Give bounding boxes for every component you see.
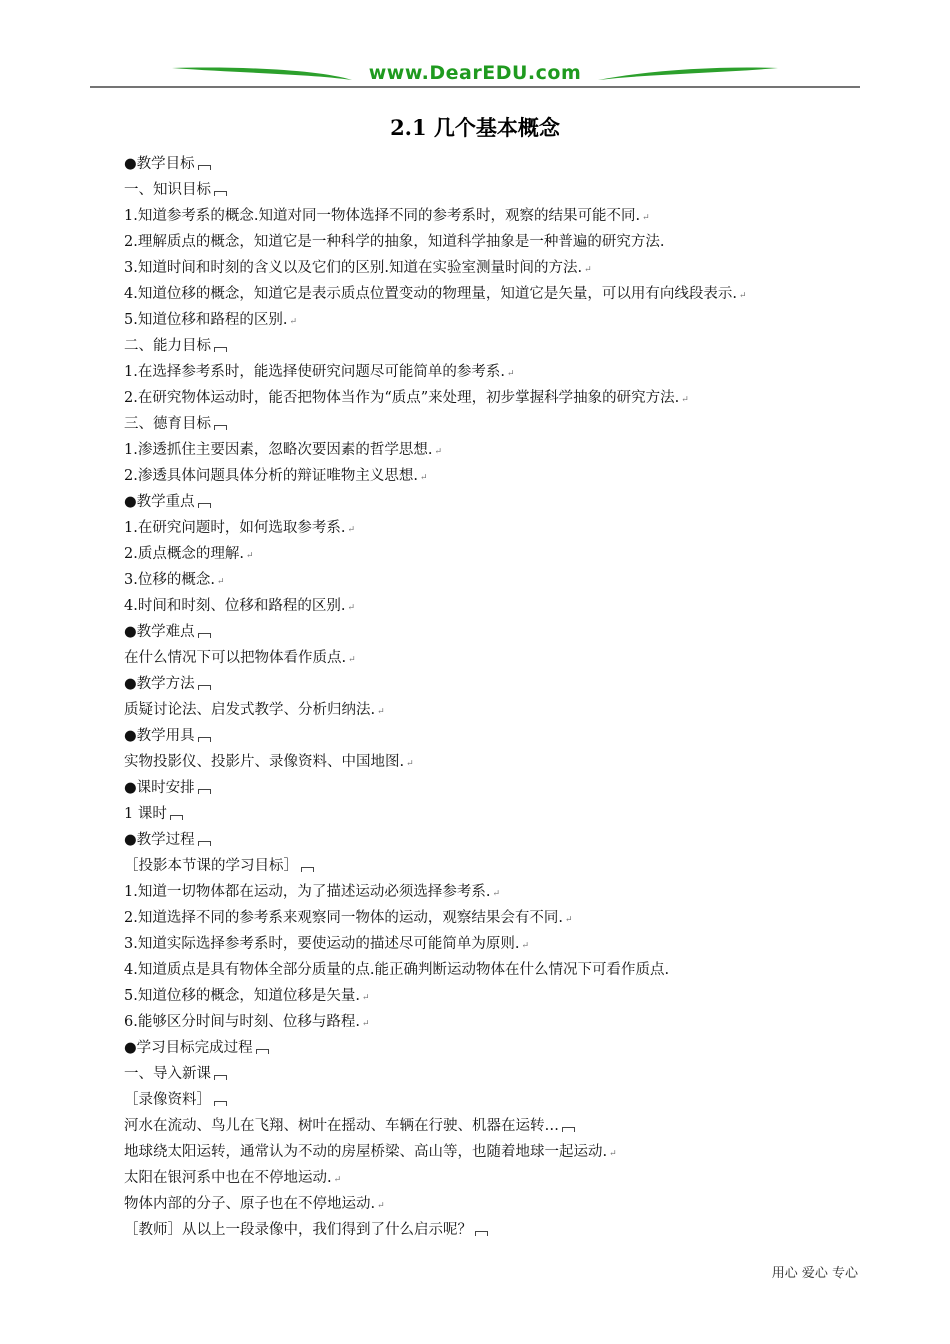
- line-break-mark-icon: ↵: [347, 525, 355, 535]
- line-text: 2.渗透具体问题具体分析的辩证唯物主义思想.: [124, 468, 418, 484]
- line-break-mark-icon: ↵: [347, 603, 355, 613]
- text-line: [124, 1191, 864, 1217]
- line-break-mark-icon: ↵: [434, 447, 442, 457]
- paragraph-mark-icon: [255, 1044, 269, 1054]
- line-break-mark-icon: ↵: [609, 1149, 617, 1159]
- paragraph-mark-icon: [197, 732, 211, 742]
- text-line: [124, 957, 864, 983]
- site-logo-text[interactable]: www.DearEDU.com: [368, 62, 582, 84]
- text-line: [124, 255, 864, 281]
- line-break-mark-icon: ↵: [506, 369, 515, 379]
- line-text: 一、导入新课: [124, 1066, 211, 1082]
- line-text: ［教师］从以上一段录像中，我们得到了什么启示呢？: [124, 1222, 472, 1238]
- text-line: [124, 463, 864, 489]
- text-line: [124, 359, 864, 385]
- line-text: ●教学目标: [124, 156, 195, 172]
- line-text: 质疑讨论法、启发式教学、分析归纳法.: [124, 702, 376, 718]
- line-text: 2.在研究物体运动时，能否把物体当作为“质点”来处理，初步掌握科学抽象的研究方法.: [124, 390, 680, 406]
- line-break-mark-icon: ↵: [564, 915, 573, 925]
- line-break-mark-icon: ↵: [584, 265, 592, 275]
- paragraph-mark-icon: [197, 680, 211, 690]
- paragraph-mark-icon: [197, 160, 211, 170]
- text-line: [124, 489, 864, 515]
- text-line: [124, 307, 864, 333]
- line-text: 5.知道位移的概念，知道位移是矢量.: [124, 988, 360, 1004]
- paragraph-mark-icon: [197, 836, 211, 846]
- line-text: 1.在研究问题时，如何选取参考系.: [124, 520, 346, 536]
- line-text: 4.时间和时刻、位移和路程的区别.: [124, 598, 346, 614]
- line-text: ［录像资料］: [124, 1092, 211, 1108]
- paragraph-mark-icon: [169, 810, 183, 820]
- text-line: [124, 515, 864, 541]
- line-text: 一、知识目标: [124, 182, 211, 198]
- line-text: 2.理解质点的概念，知道它是一种科学的抽象，知道科学抽象是一种普遍的研究方法.: [124, 234, 665, 250]
- line-break-mark-icon: ↵: [738, 291, 747, 301]
- paragraph-mark-icon: [197, 628, 211, 638]
- text-line: [124, 333, 864, 359]
- line-text: 在什么情况下可以把物体看作质点.: [124, 650, 347, 666]
- line-text: 物体内部的分子、原子也在不停地运动.: [124, 1196, 376, 1212]
- text-line: [124, 853, 864, 879]
- text-line: [124, 1165, 864, 1191]
- text-line: [124, 1035, 864, 1061]
- text-line: [124, 229, 864, 255]
- line-break-mark-icon: ↵: [348, 655, 356, 665]
- text-line: [124, 905, 864, 931]
- text-line: [124, 801, 864, 827]
- text-line: [124, 723, 864, 749]
- paragraph-mark-icon: [213, 186, 227, 196]
- line-text: 4.知道位移的概念，知道它是表示质点位置变动的物理量，知道它是矢量，可以用有向线段表示.: [124, 286, 737, 302]
- line-text: 2.质点概念的理解.: [124, 546, 244, 562]
- paragraph-mark-icon: [197, 498, 211, 508]
- line-text: ●学习目标完成过程: [124, 1040, 253, 1056]
- line-text: 1.渗透抓住主要因素，忽略次要因素的哲学思想.: [124, 442, 433, 458]
- text-line: [124, 749, 864, 775]
- text-line: [124, 1139, 864, 1165]
- text-line: [124, 697, 864, 723]
- line-break-mark-icon: ↵: [419, 473, 428, 483]
- line-break-mark-icon: ↵: [289, 317, 297, 327]
- line-text: ●教学重点: [124, 494, 195, 510]
- text-line: [124, 567, 864, 593]
- line-break-mark-icon: ↵: [642, 213, 650, 223]
- line-text: 实物投影仪、投影片、录像资料、中国地图.: [124, 754, 405, 770]
- site-header: [90, 60, 860, 94]
- paragraph-mark-icon: [561, 1122, 575, 1132]
- line-text: 三、德育目标: [124, 416, 211, 432]
- paragraph-mark-icon: [474, 1226, 488, 1236]
- text-line: [124, 177, 864, 203]
- line-text: 太阳在银河系中也在不停地运动.: [124, 1170, 332, 1186]
- text-line: [124, 1009, 864, 1035]
- paragraph-mark-icon: [213, 1096, 227, 1106]
- line-text: 河水在流动、鸟儿在飞翔、树叶在摇动、车辆在行驶、机器在运转…: [124, 1118, 559, 1134]
- text-line: [124, 593, 864, 619]
- line-break-mark-icon: ↵: [216, 577, 225, 587]
- line-break-mark-icon: ↵: [492, 889, 500, 899]
- text-line: [124, 385, 864, 411]
- line-text: 1.知道一切物体都在运动，为了描述运动必须选择参考系.: [124, 884, 491, 900]
- line-break-mark-icon: ↵: [361, 993, 370, 1003]
- line-text: 3.位移的概念.: [124, 572, 215, 588]
- text-line: [124, 775, 864, 801]
- text-line: [124, 411, 864, 437]
- line-text: 6.能够区分时间与时刻、位移与路程.: [124, 1014, 360, 1030]
- text-line: [124, 931, 864, 957]
- line-break-mark-icon: ↵: [361, 1019, 370, 1029]
- line-text: ●教学过程: [124, 832, 195, 848]
- page-title: 2.1 几个基本概念: [390, 115, 560, 140]
- text-line: [124, 541, 864, 567]
- line-text: 1.知道参考系的概念.知道对同一物体选择不同的参考系时，观察的结果可能不同.: [124, 208, 641, 224]
- text-line: [124, 1087, 864, 1113]
- line-break-mark-icon: ↵: [377, 1201, 385, 1211]
- paragraph-mark-icon: [213, 420, 227, 430]
- paragraph-mark-icon: [213, 342, 227, 352]
- paragraph-mark-icon: [300, 862, 314, 872]
- line-text: 地球绕太阳运转，通常认为不动的房屋桥梁、高山等，也随着地球一起运动.: [124, 1144, 608, 1160]
- text-line: [124, 437, 864, 463]
- line-text: 3.知道时间和时刻的含义以及它们的区别.知道在实验室测量时间的方法.: [124, 260, 583, 276]
- text-line: [124, 879, 864, 905]
- line-break-mark-icon: ↵: [333, 1175, 342, 1185]
- line-text: 1 课时: [124, 806, 167, 822]
- line-text: 4.知道质点是具有物体全部分质量的点.能正确判断运动物体在什么情况下可看作质点.: [124, 962, 670, 978]
- line-break-mark-icon: ↵: [377, 707, 385, 717]
- paragraph-mark-icon: [213, 1070, 227, 1080]
- paragraph-mark-icon: [197, 784, 211, 794]
- line-text: 2.知道选择不同的参考系来观察同一物体的运动，观察结果会有不同.: [124, 910, 563, 926]
- text-line: [124, 1217, 864, 1243]
- line-text: ●教学难点: [124, 624, 195, 640]
- line-text: ●课时安排: [124, 780, 195, 796]
- line-break-mark-icon: ↵: [521, 941, 529, 951]
- line-text: 3.知道实际选择参考系时，要使运动的描述尽可能简单为原则.: [124, 936, 520, 952]
- line-text: ●教学方法: [124, 676, 195, 692]
- line-break-mark-icon: ↵: [245, 551, 254, 561]
- text-line: [124, 983, 864, 1009]
- text-line: [124, 671, 864, 697]
- text-line: [124, 1113, 864, 1139]
- text-line: [124, 645, 864, 671]
- line-break-mark-icon: ↵: [406, 759, 414, 769]
- line-break-mark-icon: ↵: [681, 395, 689, 405]
- text-line: [124, 827, 864, 853]
- document-body: [124, 151, 864, 1243]
- text-line: [124, 619, 864, 645]
- line-text: 5.知道位移和路程的区别.: [124, 312, 288, 328]
- footer-slogan: 用心 爱心 专心: [771, 1266, 858, 1281]
- text-line: [124, 281, 864, 307]
- line-text: ●教学用具: [124, 728, 195, 744]
- line-text: 二、能力目标: [124, 338, 211, 354]
- text-line: [124, 1061, 864, 1087]
- line-text: ［投影本节课的学习目标］: [124, 858, 298, 874]
- text-line: [124, 151, 864, 177]
- line-text: 1.在选择参考系时，能选择使研究问题尽可能简单的参考系.: [124, 364, 505, 380]
- text-line: [124, 203, 864, 229]
